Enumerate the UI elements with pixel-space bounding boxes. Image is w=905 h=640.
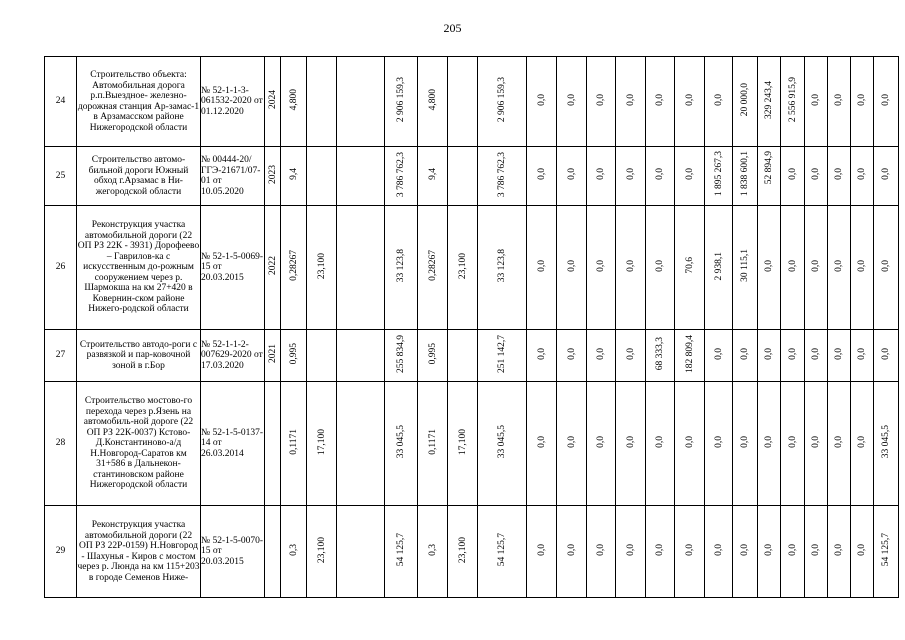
- value-cell: [781, 330, 805, 382]
- cell-value: 0,0: [713, 435, 724, 448]
- cell-value: 0,0: [740, 543, 750, 556]
- value-cell: [851, 147, 874, 206]
- row-number: 29: [45, 506, 77, 598]
- value-cell: [478, 506, 527, 598]
- value-cell: [587, 206, 616, 330]
- value-cell: [851, 330, 874, 382]
- cell-value: 0,0: [834, 168, 844, 181]
- value-cell: [448, 147, 478, 206]
- cell-value: 2023: [267, 164, 278, 184]
- value-cell: [307, 57, 337, 147]
- cell-value: 0,995: [288, 343, 299, 365]
- value-cell: [418, 57, 448, 147]
- value-cell: [828, 382, 851, 506]
- cell-value: 0,0: [566, 435, 577, 448]
- cell-value: 9,4: [288, 168, 299, 181]
- cell-value: 0,0: [596, 543, 606, 556]
- cell-value: 0,0: [787, 543, 798, 556]
- cell-value: 2 938,1: [713, 251, 724, 280]
- value-cell: [705, 506, 733, 598]
- cell-value: 0,0: [740, 347, 750, 360]
- cell-value: 2024: [267, 90, 278, 110]
- cell-value: 33 045,5: [497, 425, 507, 459]
- value-cell: [265, 330, 281, 382]
- value-cell: [307, 330, 337, 382]
- value-cell: [337, 506, 385, 598]
- cell-value: 0,995: [427, 343, 438, 365]
- value-cell: [705, 147, 733, 206]
- cell-value: 0,0: [834, 543, 844, 556]
- value-cell: [337, 57, 385, 147]
- cell-value: 0,0: [536, 435, 547, 448]
- cell-value: 0,0: [566, 93, 577, 106]
- value-cell: [758, 57, 781, 147]
- value-cell: [527, 206, 557, 330]
- value-cell: [705, 330, 733, 382]
- cell-value: 1 838 600,1: [740, 151, 750, 197]
- cell-value: 0,0: [625, 168, 636, 181]
- cell-value: 0,0: [625, 435, 636, 448]
- value-cell: [733, 147, 758, 206]
- cell-value: 0,0: [536, 259, 547, 272]
- value-cell: [828, 206, 851, 330]
- cell-value: 0,0: [764, 259, 774, 272]
- value-cell: [675, 57, 705, 147]
- cell-value: 23,100: [316, 536, 327, 563]
- value-cell: [281, 382, 307, 506]
- cell-value: 23,100: [457, 536, 468, 563]
- value-cell: [448, 382, 478, 506]
- value-cell: [758, 147, 781, 206]
- cell-value: 0,0: [811, 93, 821, 106]
- cell-value: 0,0: [811, 259, 821, 272]
- value-cell: [281, 206, 307, 330]
- cell-value: 4,800: [288, 89, 299, 111]
- value-cell: [758, 382, 781, 506]
- value-cell: [733, 57, 758, 147]
- cell-value: 68 333,3: [655, 337, 665, 371]
- value-cell: [281, 330, 307, 382]
- value-cell: [851, 57, 874, 147]
- value-cell: [781, 147, 805, 206]
- value-cell: [705, 382, 733, 506]
- cell-value: 0,0: [881, 347, 891, 360]
- cell-value: 0,0: [857, 259, 867, 272]
- cell-value: 0,0: [684, 543, 695, 556]
- value-cell: [307, 382, 337, 506]
- cell-value: 0,0: [625, 93, 636, 106]
- cell-value: 1 895 267,3: [713, 151, 724, 197]
- row-number: 28: [45, 382, 77, 506]
- cell-value: 0,0: [834, 93, 844, 106]
- cell-value: 30 115,1: [740, 249, 750, 283]
- value-cell: [805, 57, 828, 147]
- cell-value: 0,0: [811, 543, 821, 556]
- value-cell: [307, 147, 337, 206]
- expertise-document: № 00444-20/ГГЭ-21671/07-01 от 10.05.2020: [201, 147, 265, 206]
- cell-value: 3 786 762,3: [396, 151, 406, 197]
- cell-value: 0,0: [811, 168, 821, 181]
- cell-value: 0,0: [536, 168, 547, 181]
- value-cell: [733, 506, 758, 598]
- value-cell: [851, 206, 874, 330]
- value-cell: [418, 147, 448, 206]
- row-number: 26: [45, 206, 77, 330]
- cell-value: 23,100: [316, 252, 327, 279]
- cell-value: 0,0: [625, 543, 636, 556]
- value-cell: [418, 206, 448, 330]
- value-cell: [527, 382, 557, 506]
- value-cell: [805, 506, 828, 598]
- page-number: 205: [443, 21, 462, 35]
- expertise-document: № 52-1-1-2-007629-2020 от 17.03.2020: [201, 330, 265, 382]
- cell-value: 2 906 159,3: [396, 77, 406, 123]
- cell-value: 0,0: [811, 347, 821, 360]
- expertise-document: № 52-1-5-0069-15 от 20.03.2015: [201, 206, 265, 330]
- cell-value: 0,0: [713, 93, 724, 106]
- cell-value: 0,0: [596, 347, 606, 360]
- value-cell: [851, 382, 874, 506]
- value-cell: [781, 382, 805, 506]
- value-cell: [616, 147, 646, 206]
- object-name: Строительство мостово-го перехода через р.Язень на автомобиль-ной дороге (22 ОП РЗ 22К-0037) Кстово-Д.Константиново-а/д Н.Новгород-Саратов км 31+586 в Дальнекон-стантиновском районе Нижегородской области: [77, 382, 201, 506]
- value-cell: [646, 147, 675, 206]
- value-cell: [281, 147, 307, 206]
- cell-value: 0,0: [764, 543, 774, 556]
- value-cell: [646, 57, 675, 147]
- cell-value: 0,0: [684, 93, 695, 106]
- cell-value: 2021: [267, 344, 278, 364]
- cell-value: 329 243,4: [764, 80, 774, 119]
- cell-value: 54 125,7: [881, 533, 891, 567]
- value-cell: [281, 506, 307, 598]
- table-row: [45, 506, 899, 598]
- cell-value: 0,0: [566, 259, 577, 272]
- value-cell: [478, 206, 527, 330]
- cell-value: 0,0: [787, 259, 798, 272]
- cell-value: 2022: [267, 256, 278, 276]
- cell-value: 0,0: [655, 259, 665, 272]
- value-cell: [781, 506, 805, 598]
- cell-value: 0,0: [834, 435, 844, 448]
- value-cell: [557, 206, 587, 330]
- value-cell: [385, 506, 418, 598]
- cell-value: 20 000,0: [740, 83, 750, 117]
- cell-value: 0,0: [596, 93, 606, 106]
- value-cell: [805, 382, 828, 506]
- cell-value: 0,28267: [427, 250, 438, 282]
- cell-value: 17,100: [457, 428, 468, 455]
- cell-value: 33 045,5: [881, 425, 891, 459]
- value-cell: [616, 57, 646, 147]
- cell-value: 0,0: [834, 347, 844, 360]
- value-cell: [478, 57, 527, 147]
- value-cell: [265, 147, 281, 206]
- object-name: Строительство объекта: Автомобильная дорога р.п.Выездное- железно-дорожная станция Ар-замас-1 в Арзамасском районе Нижегородской области: [77, 57, 201, 147]
- value-cell: [265, 57, 281, 147]
- value-cell: [527, 506, 557, 598]
- row-number: 25: [45, 147, 77, 206]
- cell-value: 182 809,4: [684, 334, 695, 373]
- cell-value: 0,0: [834, 259, 844, 272]
- cell-value: 0,3: [288, 543, 299, 556]
- cell-value: 0,0: [566, 347, 577, 360]
- value-cell: [874, 330, 899, 382]
- value-cell: [418, 506, 448, 598]
- cell-value: 0,0: [713, 347, 724, 360]
- value-cell: [805, 330, 828, 382]
- cell-value: 0,0: [764, 435, 774, 448]
- cell-value: 2 556 915,9: [787, 77, 798, 123]
- cell-value: 0,0: [596, 168, 606, 181]
- table-row: [45, 382, 899, 506]
- cell-value: 54 125,7: [497, 533, 507, 567]
- value-cell: [265, 382, 281, 506]
- cell-value: 33 123,8: [396, 249, 406, 283]
- value-cell: [805, 206, 828, 330]
- value-cell: [675, 330, 705, 382]
- value-cell: [758, 206, 781, 330]
- table-row: [45, 206, 899, 330]
- value-cell: [527, 330, 557, 382]
- value-cell: [478, 382, 527, 506]
- value-cell: [478, 330, 527, 382]
- value-cell: [851, 506, 874, 598]
- cell-value: 9,4: [427, 168, 438, 181]
- cell-value: 17,100: [316, 428, 327, 455]
- value-cell: [587, 147, 616, 206]
- cell-value: 3 786 762,3: [497, 151, 507, 197]
- value-cell: [616, 206, 646, 330]
- value-cell: [616, 506, 646, 598]
- cell-value: 0,0: [596, 259, 606, 272]
- value-cell: [874, 506, 899, 598]
- cell-value: 0,0: [684, 168, 695, 181]
- cell-value: 0,0: [787, 168, 798, 181]
- value-cell: [733, 382, 758, 506]
- value-cell: [448, 330, 478, 382]
- value-cell: [646, 330, 675, 382]
- value-cell: [646, 382, 675, 506]
- cell-value: 0,0: [881, 259, 891, 272]
- object-name: Строительство автодо-роги с развязкой и пар-ковочной зоной в г.Бор: [77, 330, 201, 382]
- value-cell: [337, 147, 385, 206]
- value-cell: [557, 330, 587, 382]
- value-cell: [587, 330, 616, 382]
- value-cell: [646, 206, 675, 330]
- cell-value: 0,0: [857, 435, 867, 448]
- expertise-document: № 52-1-5-0137-14 от 26.03.2014: [201, 382, 265, 506]
- value-cell: [265, 206, 281, 330]
- cell-value: 0,0: [740, 435, 750, 448]
- value-cell: [828, 506, 851, 598]
- value-cell: [448, 206, 478, 330]
- cell-value: 0,0: [625, 259, 636, 272]
- budget-table: [44, 56, 899, 598]
- value-cell: [385, 147, 418, 206]
- cell-value: 0,0: [566, 168, 577, 181]
- value-cell: [265, 506, 281, 598]
- value-cell: [587, 382, 616, 506]
- cell-value: 0,0: [566, 543, 577, 556]
- value-cell: [705, 57, 733, 147]
- object-name: Реконструкция участка автомобильной дороги (22 ОП РЗ 22Р-0159) Н.Новгород - Шахунья - Киров с мостом через р. Люнда на км 115+203 в городе Семенов Ниже-: [77, 506, 201, 598]
- cell-value: 255 834,9: [396, 334, 406, 373]
- value-cell: [874, 206, 899, 330]
- cell-value: 251 142,7: [497, 334, 507, 373]
- cell-value: 0,28267: [288, 250, 299, 282]
- value-cell: [478, 147, 527, 206]
- object-name: Строительство автомо-бильной дороги Южный обход г.Арзамас в Ни-жегородской области: [77, 147, 201, 206]
- value-cell: [418, 330, 448, 382]
- value-cell: [557, 57, 587, 147]
- cell-value: 0,0: [857, 168, 867, 181]
- value-cell: [557, 147, 587, 206]
- value-cell: [805, 147, 828, 206]
- value-cell: [448, 506, 478, 598]
- cell-value: 0,0: [536, 93, 547, 106]
- cell-value: 0,0: [625, 347, 636, 360]
- value-cell: [828, 57, 851, 147]
- cell-value: 0,0: [857, 543, 867, 556]
- cell-value: 0,0: [684, 435, 695, 448]
- value-cell: [385, 57, 418, 147]
- cell-value: 0,1171: [288, 428, 299, 455]
- cell-value: 33 123,8: [497, 249, 507, 283]
- cell-value: 2 906 159,3: [497, 77, 507, 123]
- value-cell: [733, 330, 758, 382]
- value-cell: [616, 382, 646, 506]
- value-cell: [646, 506, 675, 598]
- value-cell: [758, 506, 781, 598]
- cell-value: 0,0: [857, 93, 867, 106]
- value-cell: [675, 506, 705, 598]
- cell-value: 70,6: [684, 257, 695, 275]
- table-row: [45, 330, 899, 382]
- expertise-document: № 52-1-5-0070-15 от 20.03.2015: [201, 506, 265, 598]
- cell-value: 0,0: [596, 435, 606, 448]
- value-cell: [874, 57, 899, 147]
- cell-value: 0,0: [655, 543, 665, 556]
- value-cell: [705, 206, 733, 330]
- value-cell: [587, 506, 616, 598]
- cell-value: 0,0: [536, 543, 547, 556]
- cell-value: 0,0: [655, 93, 665, 106]
- value-cell: [828, 330, 851, 382]
- cell-value: 54 125,7: [396, 533, 406, 567]
- cell-value: 0,0: [811, 435, 821, 448]
- table-row: [45, 57, 899, 147]
- value-cell: [337, 330, 385, 382]
- cell-value: 0,0: [713, 543, 724, 556]
- value-cell: [527, 147, 557, 206]
- value-cell: [874, 382, 899, 506]
- value-cell: [557, 382, 587, 506]
- cell-value: 0,0: [787, 435, 798, 448]
- value-cell: [307, 206, 337, 330]
- cell-value: 33 045,5: [396, 425, 406, 459]
- cell-value: 0,0: [857, 347, 867, 360]
- value-cell: [448, 57, 478, 147]
- value-cell: [527, 57, 557, 147]
- cell-value: 0,0: [881, 168, 891, 181]
- expertise-document: № 52-1-1-3-061532-2020 от 01.12.2020: [201, 57, 265, 147]
- cell-value: 52 894,9: [764, 151, 774, 185]
- value-cell: [781, 57, 805, 147]
- cell-value: 0,0: [881, 93, 891, 106]
- cell-value: 0,3: [427, 543, 438, 556]
- cell-value: 0,0: [655, 435, 665, 448]
- value-cell: [675, 147, 705, 206]
- value-cell: [675, 206, 705, 330]
- value-cell: [307, 506, 337, 598]
- row-number: 27: [45, 330, 77, 382]
- cell-value: 0,1171: [427, 428, 438, 455]
- value-cell: [587, 57, 616, 147]
- value-cell: [616, 330, 646, 382]
- cell-value: 4,800: [427, 89, 438, 111]
- value-cell: [758, 330, 781, 382]
- value-cell: [675, 382, 705, 506]
- value-cell: [418, 382, 448, 506]
- value-cell: [828, 147, 851, 206]
- cell-value: 23,100: [457, 252, 468, 279]
- value-cell: [385, 382, 418, 506]
- value-cell: [385, 330, 418, 382]
- value-cell: [337, 382, 385, 506]
- value-cell: [385, 206, 418, 330]
- table-row: [45, 147, 899, 206]
- value-cell: [781, 206, 805, 330]
- value-cell: [733, 206, 758, 330]
- value-cell: [281, 57, 307, 147]
- cell-value: 0,0: [764, 347, 774, 360]
- value-cell: [337, 206, 385, 330]
- cell-value: 0,0: [536, 347, 547, 360]
- object-name: Реконструкция участка автомобильной дороги (22 ОП РЗ 22К - 3931) Дорофеево – Гаврилов-ка с искусственным до-рожным сооружением через р. Шармокша на км 27+420 в Ковернин-ском районе Нижего-родской области: [77, 206, 201, 330]
- value-cell: [557, 506, 587, 598]
- row-number: 24: [45, 57, 77, 147]
- cell-value: 0,0: [655, 168, 665, 181]
- value-cell: [874, 147, 899, 206]
- cell-value: 0,0: [787, 347, 798, 360]
